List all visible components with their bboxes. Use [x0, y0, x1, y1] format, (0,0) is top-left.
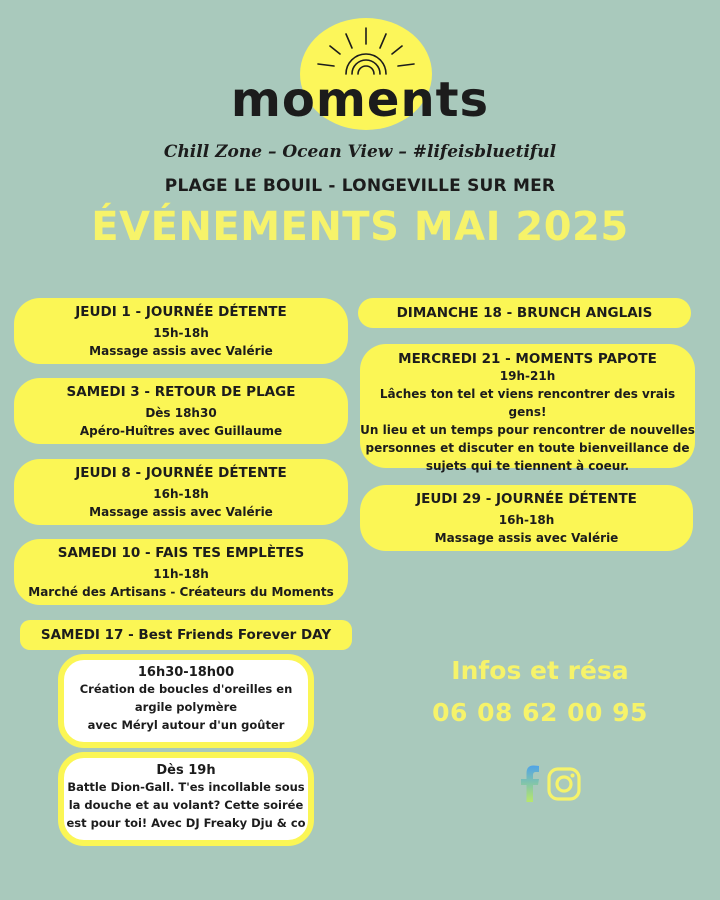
facebook-icon[interactable]: [518, 764, 542, 802]
event-time: 16h-18h: [153, 487, 209, 501]
event-card-jeudi-1: [14, 298, 348, 364]
event-card-mercredi-21: [360, 344, 695, 473]
event-description-line: personnes et discuter en toute bienveillance de: [365, 441, 690, 455]
event-description: Apéro-Huîtres avec Guillaume: [79, 424, 283, 438]
event-card-jeudi-8: [14, 459, 348, 525]
instagram-icon[interactable]: [546, 766, 582, 802]
event-card-samedi-3: [14, 378, 348, 444]
event-description-line: Création de boucles d'oreilles en: [79, 682, 293, 696]
event-description-line: Un lieu et un temps pour rencontrer de nouvelles: [360, 423, 695, 437]
event-description-line: Battle Dion-Gall. T'es incollable sous: [67, 780, 305, 794]
event-title: SAMEDI 10 - FAIS TES EMPLÈTES: [57, 545, 305, 561]
event-time: 16h30-18h00: [137, 665, 235, 680]
location-title: PLAGE LE BOUIL - LONGEVILLE SUR MER: [164, 176, 556, 196]
event-time: 16h-18h: [498, 513, 555, 527]
event-description-line: est pour toi! Avec DJ Freaky Dju & co: [66, 816, 306, 830]
event-subcard-evening: [58, 752, 314, 846]
event-title: SAMEDI 3 - RETOUR DE PLAGE: [66, 384, 296, 400]
event-card-jeudi-29: [360, 485, 693, 551]
phone-number[interactable]: 06 08 62 00 95: [432, 698, 648, 727]
event-description-line: avec Méryl autour d'un goûter: [87, 718, 285, 732]
event-title: DIMANCHE 18 - BRUNCH ANGLAIS: [396, 305, 653, 321]
event-time: Dès 18h30: [145, 406, 217, 420]
event-description: Marché des Artisans - Créateurs du Moments: [28, 585, 334, 599]
event-time: 15h-18h: [153, 326, 209, 340]
event-title: MERCREDI 21 - MOMENTS PAPOTE: [398, 351, 657, 367]
event-title: SAMEDI 17 - Best Friends Forever DAY: [40, 627, 332, 643]
event-time: 11h-18h: [153, 567, 209, 581]
event-description-line: Lâches ton tel et viens rencontrer des vrais gens!: [379, 387, 676, 419]
page-headline: ÉVÉNEMENTS MAI 2025: [91, 204, 629, 250]
event-time: 19h-21h: [499, 369, 556, 383]
event-card-samedi-17: [20, 620, 352, 650]
event-title: JEUDI 29 - JOURNÉE DÉTENTE: [416, 491, 637, 507]
event-description-line: la douche et au volant? Cette soirée: [68, 798, 304, 812]
event-description: Massage assis avec Valérie: [89, 505, 273, 519]
event-title: JEUDI 8 - JOURNÉE DÉTENTE: [75, 465, 287, 481]
event-description-line: argile polymère: [134, 700, 238, 714]
event-description: Massage assis avec Valérie: [89, 344, 273, 358]
brand-tagline: Chill Zone – Ocean View – #lifeisbluetiful: [163, 142, 557, 162]
info-label: Infos et résa: [451, 656, 629, 685]
event-description: Massage assis avec Valérie: [434, 531, 619, 545]
brand-logo-text: moments: [230, 72, 490, 128]
event-time: Dès 19h: [156, 763, 216, 778]
event-card-dimanche-18: [358, 298, 691, 328]
event-card-samedi-10: [14, 539, 348, 605]
event-subcard-afternoon: [58, 654, 314, 748]
event-title: JEUDI 1 - JOURNÉE DÉTENTE: [75, 304, 287, 320]
event-description-line: sujets qui te tiennent à coeur.: [425, 459, 630, 473]
